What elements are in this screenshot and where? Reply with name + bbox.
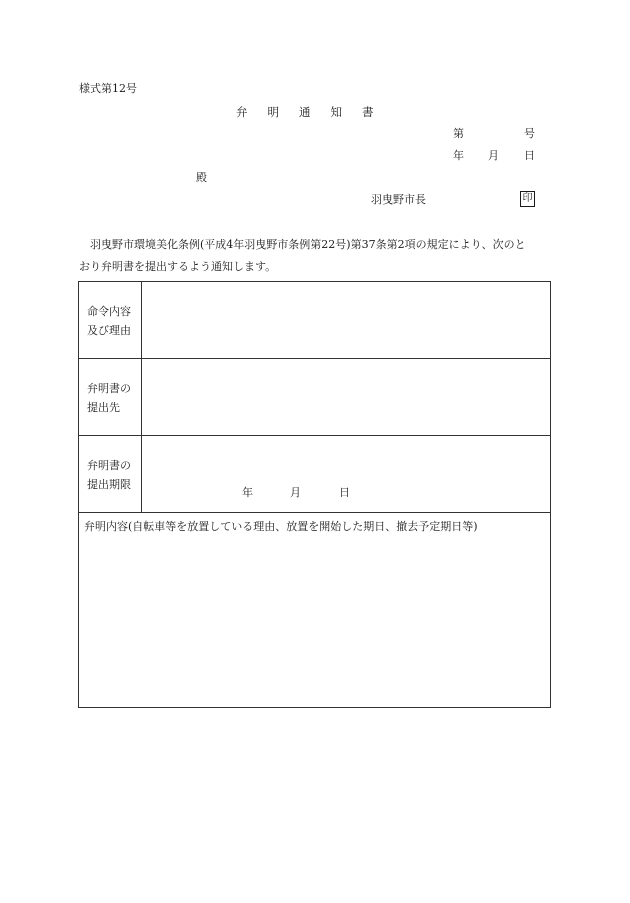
document-number-prefix: 第	[453, 127, 464, 140]
title-char: 明	[267, 105, 279, 119]
deadline-day-label: 日	[339, 486, 350, 499]
row-label-line: 命令内容	[87, 305, 131, 318]
deadline-month-label: 月	[290, 486, 301, 499]
document-title	[236, 105, 374, 119]
row-label-cell	[79, 436, 142, 513]
notice-body	[79, 234, 551, 278]
explanation-field[interactable]	[79, 513, 551, 708]
document-number-suffix: 号	[524, 127, 535, 140]
table-row	[79, 513, 551, 708]
table-row	[79, 359, 551, 436]
title-char: 知	[330, 105, 342, 119]
notice-body-line: おり弁明書を提出するよう通知します。	[79, 260, 277, 273]
addressee-suffix: 殿	[196, 171, 207, 184]
issuer-name: 羽曳野市長	[371, 193, 426, 206]
order-content-field[interactable]	[142, 282, 551, 359]
row-label-line: 弁明書の	[87, 382, 131, 395]
submission-destination-field[interactable]	[142, 359, 551, 436]
row-label-line: 提出先	[87, 401, 120, 414]
title-char: 書	[362, 105, 374, 119]
row-label-line: 弁明書の	[87, 459, 131, 472]
title-char: 弁	[236, 105, 248, 119]
deadline-year-label: 年	[242, 486, 253, 499]
date-day-label: 日	[524, 149, 535, 162]
date-month-label: 月	[488, 149, 499, 162]
deadline-date	[242, 484, 350, 500]
row-label-cell	[79, 359, 142, 436]
form-number: 様式第12号	[79, 82, 137, 95]
notice-body-line: 羽曳野市環境美化条例(平成4年羽曳野市条例第22号)第37条第2項の規定により、次のと	[90, 238, 526, 251]
row-label-line: 提出期限	[87, 478, 131, 491]
seal-mark: 印	[520, 191, 535, 207]
table-row	[79, 436, 551, 513]
row-label-line: 及び理由	[87, 324, 131, 337]
date-year-label: 年	[453, 149, 464, 162]
table-row	[79, 282, 551, 359]
submission-deadline-field[interactable]	[142, 436, 551, 513]
row-label-cell	[79, 282, 142, 359]
title-char: 通	[299, 105, 311, 119]
notice-form-table	[78, 281, 551, 708]
explanation-label: 弁明内容(自転車等を放置している理由、放置を開始した期日、撤去予定期日等)	[84, 520, 478, 533]
